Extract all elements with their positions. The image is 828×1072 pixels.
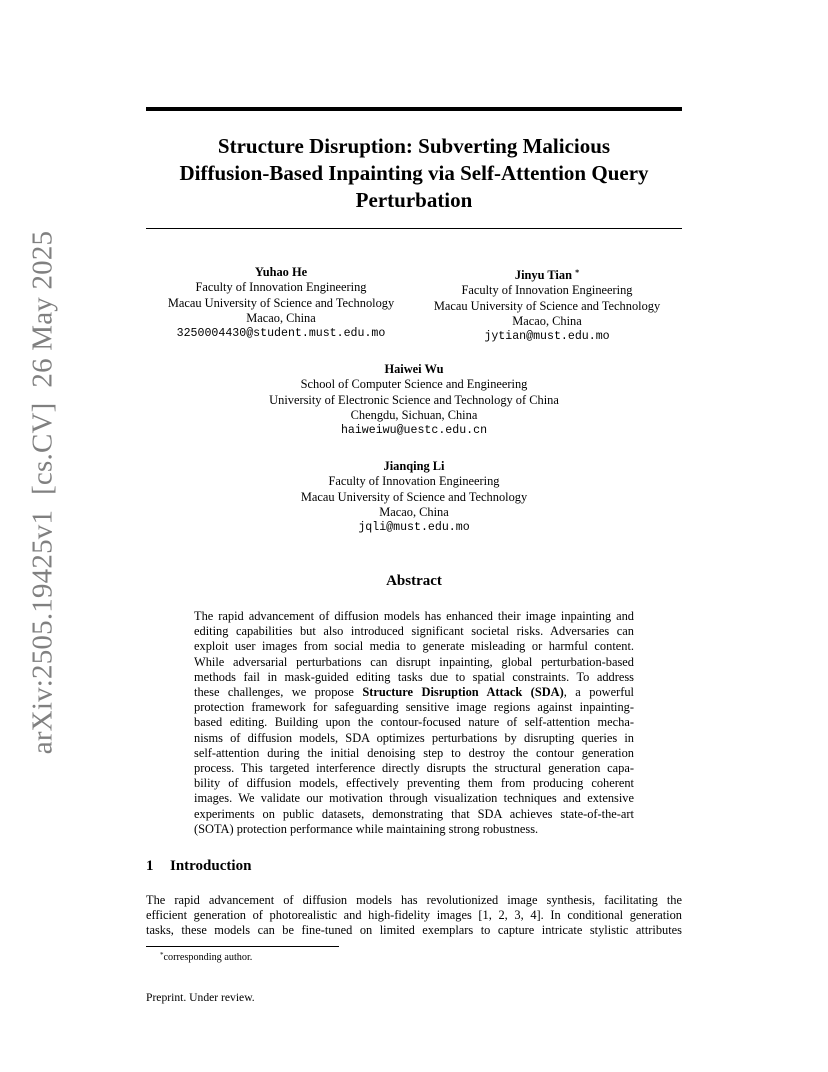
abstract-line: protection framework for safeguarding sensitive image regions against inpainting- — [194, 700, 634, 715]
author-location: Macao, China — [246, 310, 316, 325]
paper-title — [146, 133, 682, 214]
intro-line: efficient generation of photorealistic and high-fidelity images [1, 2, 3, 4]. In conditional generation — [146, 908, 682, 923]
author-location: Macao, China — [512, 313, 582, 328]
author-institution: University of Electronic Science and Technology of China — [269, 392, 559, 407]
author-block — [146, 362, 682, 438]
author-email[interactable]: jqli@must.edu.mo — [358, 521, 470, 535]
section-heading — [146, 858, 251, 875]
abstract-line: bility of diffusion models, effectively preventing them from producing coherent — [194, 776, 634, 791]
preprint-note: Preprint. Under review. — [146, 991, 255, 1004]
abstract-line-tail: , a powerful — [563, 685, 634, 700]
author-block — [146, 265, 416, 341]
abstract-line: experiments on public datasets, demonstrating that SDA achieves state-of-the-art — [194, 806, 634, 821]
footnote-mark: * — [160, 951, 164, 959]
abstract-line: self-attention during the initial denoising step to destroy the contour generation — [194, 745, 634, 760]
author-email[interactable]: haiweiwu@uestc.edu.cn — [340, 424, 488, 438]
author-name: Yuhao He — [254, 265, 308, 279]
arxiv-id-text: arXiv:2505.19425v1 [cs.CV] 26 May 2025 — [26, 230, 59, 754]
intro-line: tasks, these models can be fine-tuned on limited exemplars to capture intricate stylistic attributes — [146, 923, 682, 938]
title-top-rule — [146, 107, 682, 111]
abstract-line: nisms of diffusion models, SDA optimizes perturbations by disrupting queries in — [194, 730, 634, 745]
abstract-line: based editing. Building upon the contour-focused nature of self-attention mecha- — [194, 715, 634, 730]
arxiv-watermark — [20, 230, 66, 754]
abstract-line: methods fail in mask-guided editing tasks due to spatial constraints. To address — [194, 669, 634, 684]
author-block — [412, 265, 682, 344]
abstract-line: images. We validate our motivation through visualization techniques and extensive — [194, 791, 634, 806]
title-line: Structure Disruption: Subverting Malicious — [217, 134, 611, 158]
abstract-line-with-bold — [194, 685, 634, 700]
abstract-line: process. This targeted interference directly disrupts the structural generation capa- — [194, 761, 634, 776]
author-location: Chengdu, Sichuan, China — [350, 407, 478, 422]
abstract-line: While adversarial perturbations can disrupt inpainting, global perturbation-based — [194, 654, 634, 669]
corresponding-mark: * — [575, 268, 580, 277]
author-dept: Faculty of Innovation Engineering — [461, 283, 633, 298]
author-institution: Macau University of Science and Technology — [433, 298, 661, 313]
author-email[interactable]: 3250004430@student.must.edu.mo — [176, 327, 386, 341]
author-name-row — [412, 265, 682, 283]
author-block — [146, 459, 682, 535]
abstract-heading: Abstract — [386, 573, 442, 589]
section-number: 1 — [146, 858, 154, 874]
abstract-line: The rapid advancement of diffusion models has enhanced their image inpainting and — [194, 609, 634, 623]
section-title: Introduction — [170, 858, 252, 874]
abstract-body — [194, 609, 634, 837]
title-line: Perturbation — [355, 188, 473, 212]
intro-line: The rapid advancement of diffusion models has revolutionized image synthesis, facilitating the — [146, 893, 682, 907]
author-dept: Faculty of Innovation Engineering — [328, 474, 500, 489]
author-name: Jianqing Li — [383, 459, 445, 473]
author-dept: Faculty of Innovation Engineering — [195, 280, 367, 295]
abstract-line: (SOTA) protection performance while maintaining strong robustness. — [194, 821, 539, 836]
author-institution: Macau University of Science and Technology — [167, 295, 395, 310]
title-bottom-rule — [146, 228, 682, 229]
abstract-line-head: these challenges, we propose — [194, 685, 363, 700]
author-institution: Macau University of Science and Technology — [300, 489, 528, 504]
intro-paragraph — [146, 893, 682, 939]
footnote-rule — [146, 946, 339, 947]
method-name: Structure Disruption Attack (SDA) — [362, 685, 564, 700]
author-name: Haiwei Wu — [384, 362, 444, 376]
footnote-text: corresponding author. — [163, 952, 253, 963]
author-name: Jinyu Tian — [514, 268, 572, 282]
author-dept: School of Computer Science and Engineering — [300, 377, 528, 392]
abstract-line: exploit user images from social media to generate misleading or harmful content. — [194, 639, 634, 654]
footnote — [160, 951, 252, 963]
author-location: Macao, China — [379, 504, 449, 519]
abstract-line: editing capabilities but also introduced significant societal risks. Adversaries can — [194, 624, 634, 639]
title-line: Diffusion-Based Inpainting via Self-Attention Query — [179, 161, 649, 185]
author-email[interactable]: jytian@must.edu.mo — [484, 330, 610, 344]
